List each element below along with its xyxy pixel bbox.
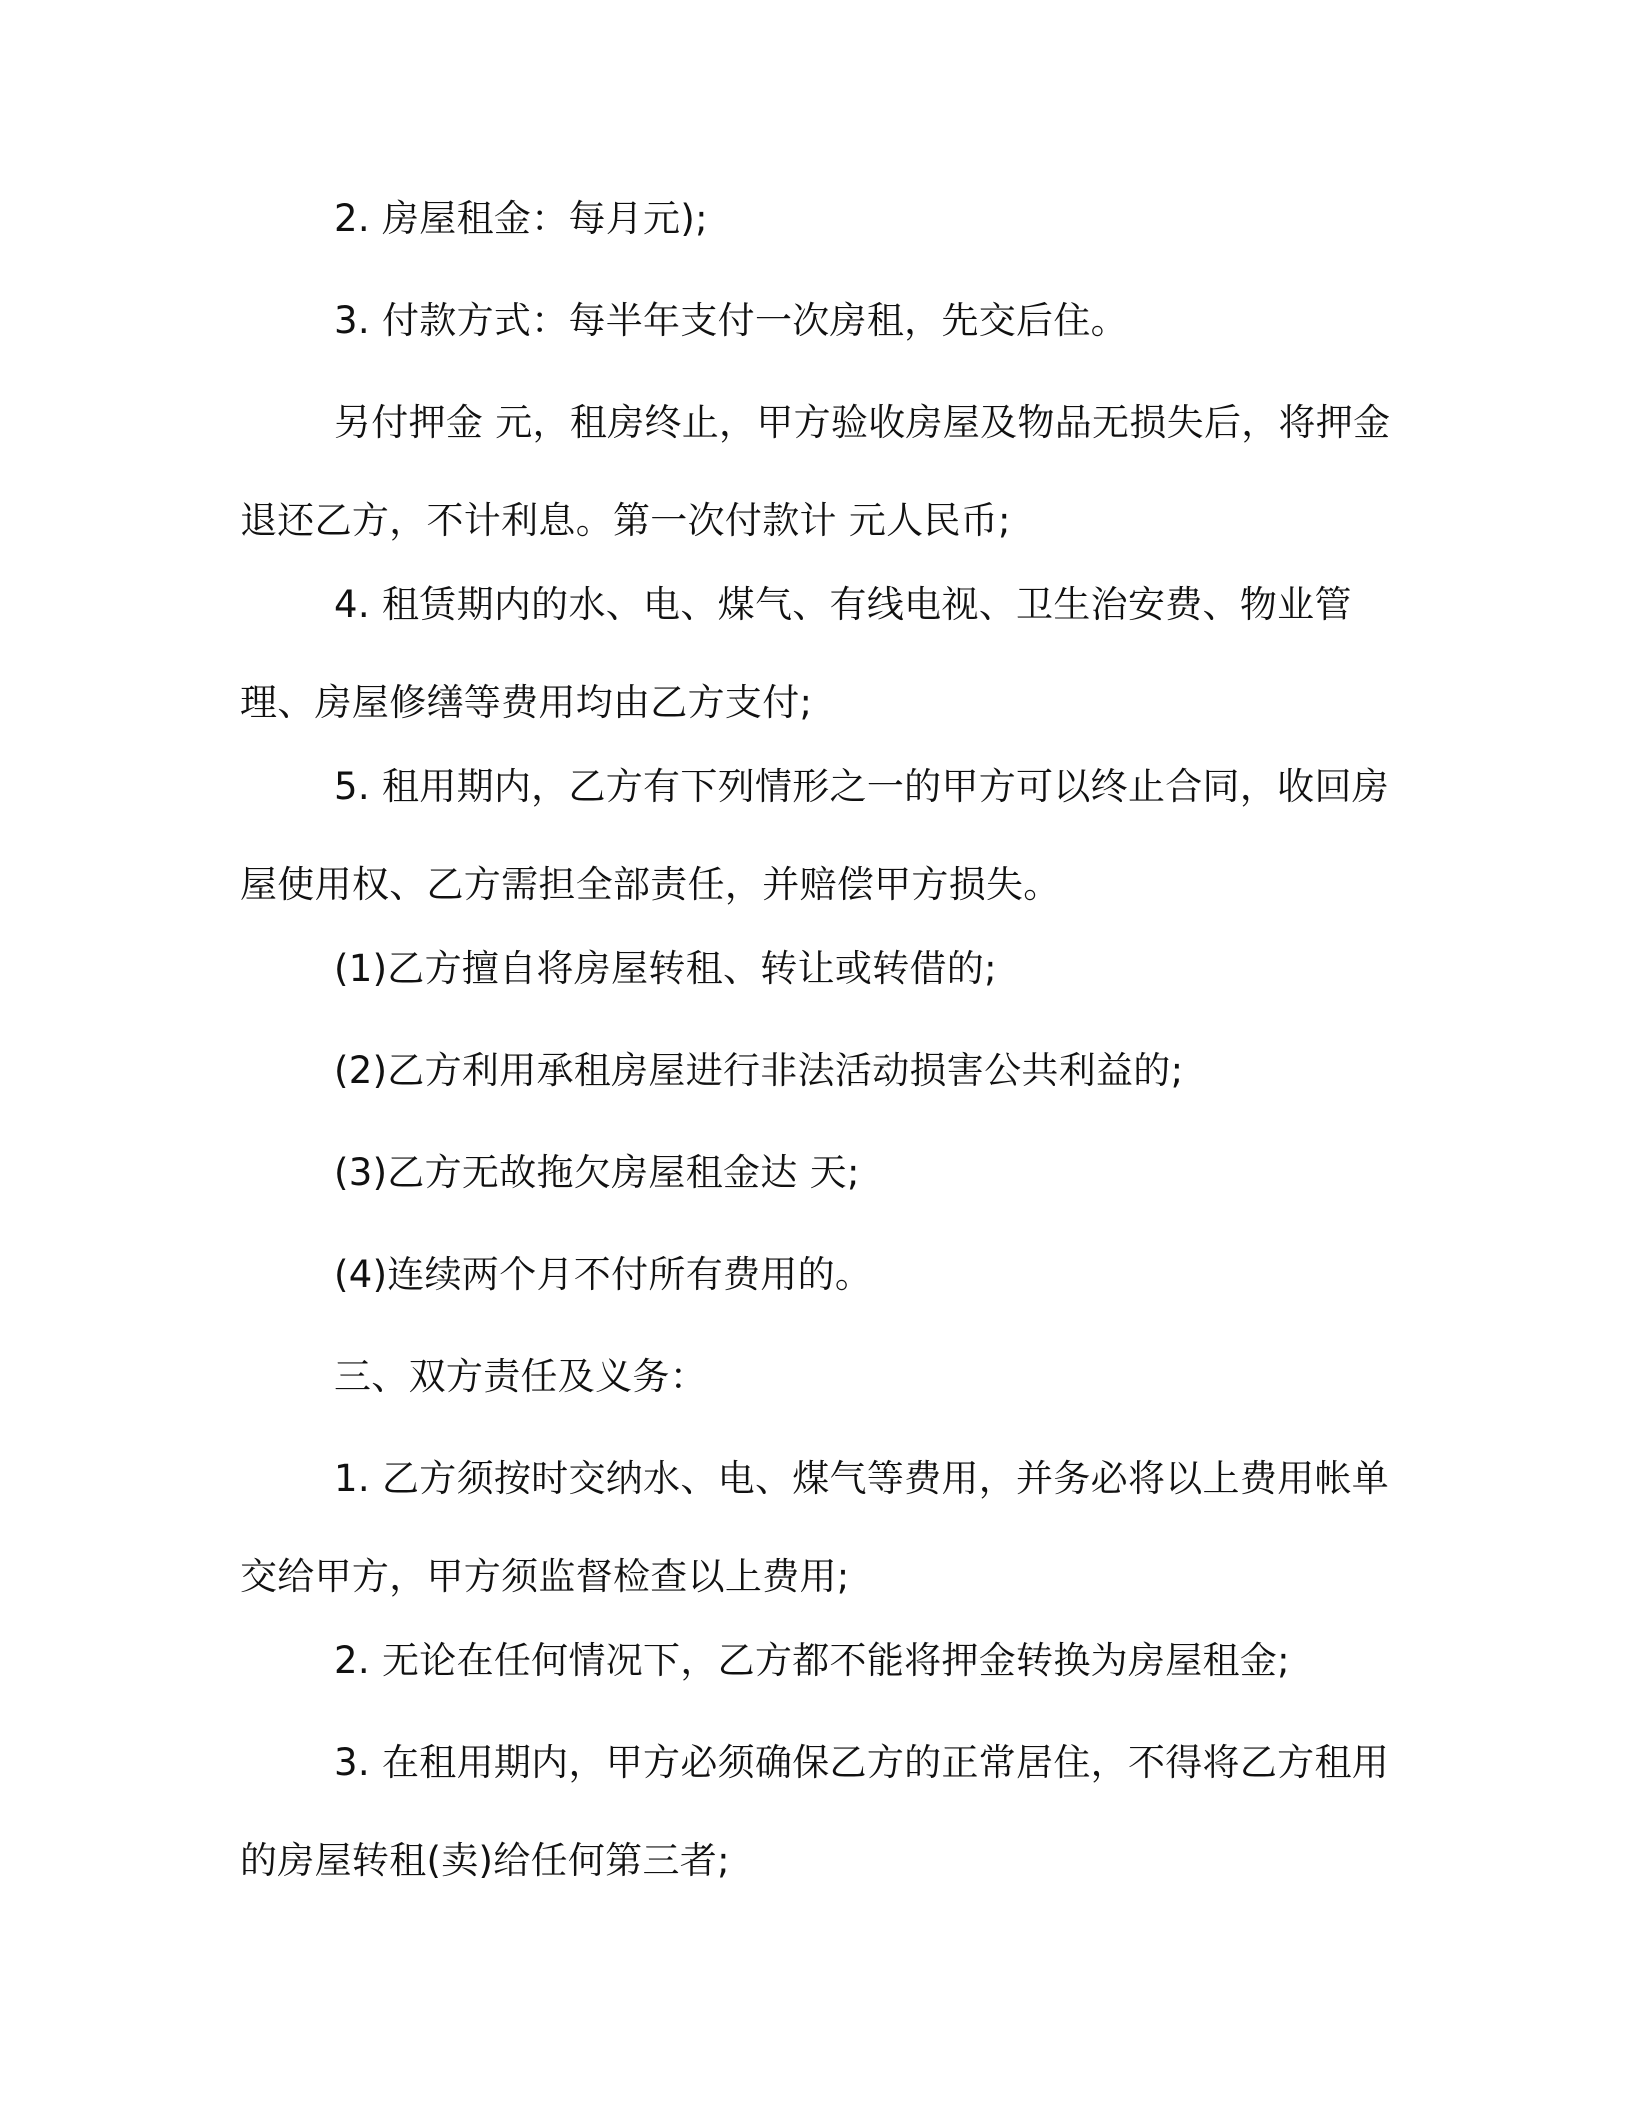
paragraph-termination: 5. 租用期内，乙方有下列情形之一的甲方可以终止合同，收回房屋使用权、乙方需担全部责任，并赔偿甲方损失。 (240, 765, 1390, 906)
paragraph-case-4: (4)连续两个月不付所有费用的。 (334, 1253, 873, 1296)
paragraph-duty-3: 3. 在租用期内，甲方必须确保乙方的正常居住，不得将乙方租用的房屋转租(卖)给任何第三者; (240, 1741, 1390, 1882)
paragraph-deposit: 另付押金 元，租房终止，甲方验收房屋及物品无损失后，将押金退还乙方，不计利息。第一次付款计 元人民币; (240, 401, 1391, 542)
paragraph-rent-amount: 2. 房屋租金：每月元); (334, 197, 708, 240)
paragraph-payment-method: 3. 付款方式：每半年支付一次房租，先交后住。 (334, 299, 1128, 342)
paragraph-case-2: (2)乙方利用承租房屋进行非法活动损害公共利益的; (334, 1049, 1184, 1092)
paragraph-case-1: (1)乙方擅自将房屋转租、转让或转借的; (334, 947, 997, 990)
section-heading-responsibilities: 三、双方责任及义务： (334, 1355, 707, 1398)
paragraph-fees: 4. 租赁期内的水、电、煤气、有线电视、卫生治安费、物业管理、房屋修缮等费用均由乙方支付; (240, 583, 1352, 724)
paragraph-duty-1: 1. 乙方须按时交纳水、电、煤气等费用，并务必将以上费用帐单交给甲方，甲方须监督检查以上费用; (240, 1457, 1390, 1598)
paragraph-duty-2: 2. 无论在任何情况下，乙方都不能将押金转换为房屋租金; (334, 1639, 1290, 1682)
paragraph-case-3: (3)乙方无故拖欠房屋租金达 天; (334, 1151, 860, 1194)
